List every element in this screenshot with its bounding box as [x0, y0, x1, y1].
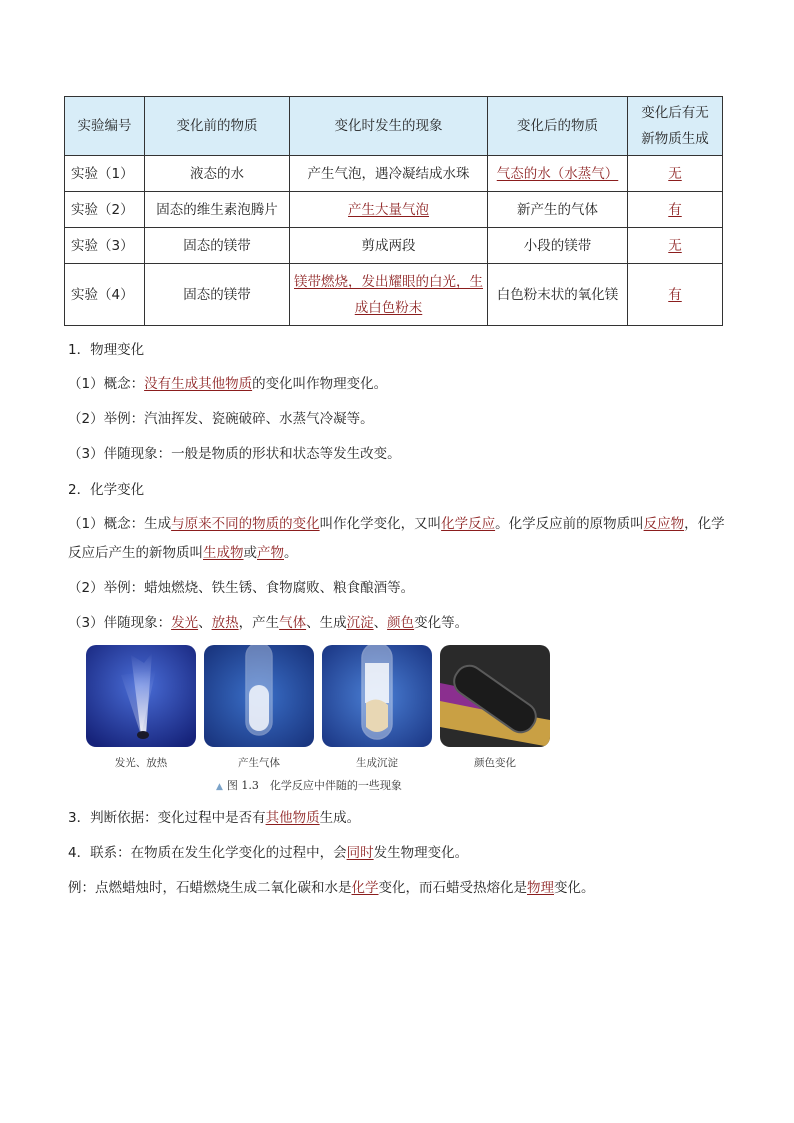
caption-precipitate: 生成沉淀: [356, 757, 398, 769]
answer-text: 有: [668, 201, 682, 218]
text: 叫作化学变化，又叫: [319, 516, 442, 532]
cell-before: 固态的镁带: [145, 228, 290, 264]
cell-before: 固态的维生素泡腾片: [145, 192, 290, 228]
cell-new: [628, 156, 723, 192]
light-heat-photo: [86, 645, 196, 747]
text: （1）概念：生成: [68, 516, 172, 532]
header-phenomenon: 变化时发生的现象: [290, 97, 488, 156]
physical-phenomena: （3）伴随现象：一般是物质的形状和状态等发生改变。: [68, 446, 401, 462]
answer-text: 物理: [527, 880, 554, 896]
physical-change-title: 1．物理变化: [68, 342, 145, 358]
header-id: 实验编号: [65, 97, 145, 156]
answer-text: 与原来不同的物质的变化: [171, 516, 320, 532]
text: ，化学反应后产生的新物质叫: [68, 516, 725, 561]
text: 发生物理变化。: [373, 845, 469, 861]
cell-after: 小段的镁带: [488, 228, 628, 264]
cell-new: [628, 192, 723, 228]
text: 或: [243, 545, 257, 561]
cell-after: 白色粉末状的氧化镁: [488, 264, 628, 326]
text: 、生成: [306, 615, 347, 631]
text: 变化等。: [414, 615, 469, 631]
caption-color: 颜色变化: [474, 757, 516, 769]
answer-text: 有: [668, 286, 682, 303]
gas-photo: [204, 645, 314, 747]
text: 。化学反应前的原物质叫: [495, 516, 644, 532]
figure-title: 图 1.3 化学反应中伴随的一些现象: [226, 779, 402, 792]
text: 的变化叫作物理变化。: [252, 376, 388, 392]
table-header-row: [65, 97, 723, 156]
caption-light-heat: 发光、放热: [114, 757, 168, 769]
text: 、: [373, 615, 388, 631]
cell-phenomenon: 产生气泡，遇冷凝结成水珠: [290, 156, 488, 192]
answer-text: 反应物: [643, 516, 685, 532]
cell-phenomenon: [290, 192, 488, 228]
answer-text: 生成物: [203, 545, 244, 561]
answer-text: 发光: [171, 615, 199, 631]
header-after: 变化后的物质: [488, 97, 628, 156]
reaction-figure: [86, 645, 556, 795]
header-new: 变化后有无 新物质生成: [628, 97, 723, 156]
relation: [68, 843, 468, 863]
answer-text: 产物: [257, 545, 284, 561]
experiment-table: [64, 96, 723, 326]
text: 4．联系：在物质在发生化学变化的过程中，会: [68, 845, 347, 861]
text: （3）伴随现象：: [68, 615, 172, 631]
cell-before: 固态的镁带: [145, 264, 290, 326]
caption-gas: 产生气体: [238, 757, 280, 769]
answer-text: 无: [668, 237, 682, 254]
table-row: [65, 264, 723, 326]
table-row: [65, 192, 723, 228]
text: 、: [198, 615, 212, 631]
cell-before: 液态的水: [145, 156, 290, 192]
judgment-basis: [68, 808, 360, 828]
triangle-icon: ▲: [216, 782, 223, 792]
chemical-change-title: 2．化学变化: [68, 482, 145, 498]
chemical-concept: [68, 510, 728, 568]
text: （1）概念：: [68, 376, 145, 392]
text: 变化。: [554, 880, 595, 896]
answer-text: 气体: [279, 615, 307, 631]
answer-text: 产生大量气泡: [348, 201, 429, 218]
text: 。: [284, 545, 298, 561]
answer-text: 放热: [211, 615, 239, 631]
answer-text: 同时: [346, 845, 374, 861]
precipitate-photo: [322, 645, 432, 747]
text: 例：点燃蜡烛时，石蜡燃烧生成二氧化碳和水是: [68, 880, 352, 896]
cell-id: 实验（1）: [65, 156, 145, 192]
text: 生成。: [319, 810, 361, 826]
cell-id: 实验（2）: [65, 192, 145, 228]
text: ，产生: [238, 615, 280, 631]
answer-text: 气态的水（水蒸气）: [496, 165, 619, 182]
figure-caption: [216, 777, 402, 793]
answer-text: 沉淀: [346, 615, 374, 631]
answer-text: 化学反应: [441, 516, 496, 532]
cell-new: [628, 264, 723, 326]
answer-text: 其他物质: [265, 810, 320, 826]
cell-after: [488, 156, 628, 192]
answer-text: 没有生成其他物质: [144, 376, 253, 392]
header-before: 变化前的物质: [145, 97, 290, 156]
text: 3．判断依据：变化过程中是否有: [68, 810, 266, 826]
chemical-phenomena: [68, 613, 468, 633]
cell-after: 新产生的气体: [488, 192, 628, 228]
answer-text: 无: [668, 165, 682, 182]
chemical-examples: （2）举例：蜡烛燃烧、铁生锈、食物腐败、粮食酿酒等。: [68, 580, 415, 596]
cell-id: 实验（3）: [65, 228, 145, 264]
cell-phenomenon: 剪成两段: [290, 228, 488, 264]
table-row: [65, 156, 723, 192]
physical-concept: [68, 374, 387, 394]
cell-new: [628, 228, 723, 264]
table-row: [65, 228, 723, 264]
text: 变化，而石蜡受热熔化是: [378, 880, 527, 896]
cell-id: 实验（4）: [65, 264, 145, 326]
physical-examples: （2）举例：汽油挥发、瓷碗破碎、水蒸气冷凝等。: [68, 411, 374, 427]
answer-text: 颜色: [387, 615, 415, 631]
answer-text: 镁带燃烧，发出耀眼的白光，生成白色粉末: [294, 273, 483, 316]
answer-text: 化学: [351, 880, 379, 896]
cell-phenomenon: [290, 264, 488, 326]
example: [68, 878, 595, 898]
color-change-photo: [440, 645, 550, 747]
